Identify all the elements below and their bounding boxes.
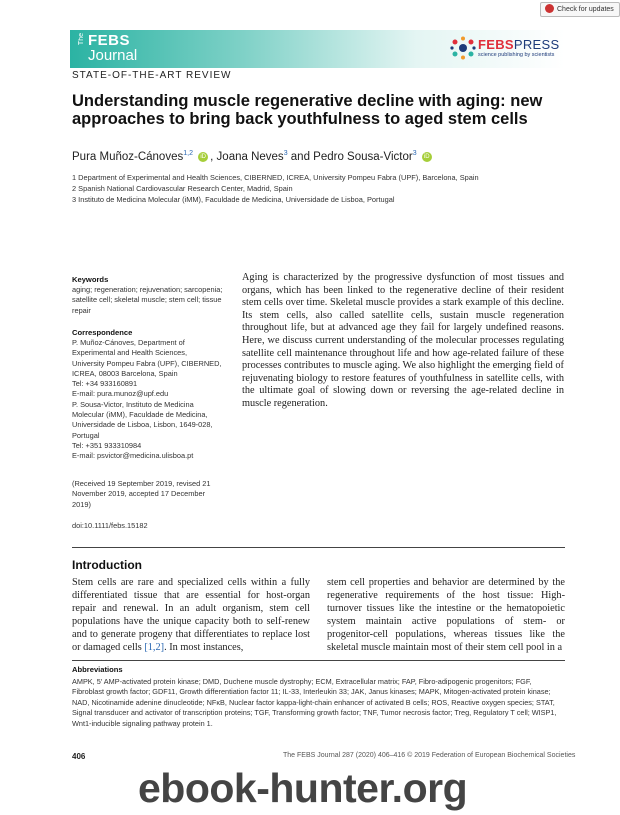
abbreviations-divider	[72, 660, 565, 661]
section-label: STATE-OF-THE-ART REVIEW	[72, 70, 232, 81]
abbreviations-text: AMPK, 5′ AMP-activated protein kinase; DMD, Duchene muscle dystrophy; ECM, Extracellular matrix; FAP, Fibro-adipogenic progenitors; FGF, Fibroblast growth factor; GDF11, Growth differentiation factor 11; IL-33, Interleukin 33; JAK, Janus kinases; MAPK, Mitogen-activated protein kinase; NAD, Nicotinamide adenine dinucleotide; NFκB, Nuclear factor kappa-light-chain enhancer of activated B cells; ROS, Reactive oxygen species; STAT, Signal transducer and activator of transcription proteins; TGF, Transforming growth factor; TNF, Tumor necrosis factor; Treg, Regulatory T cell; WISP1, Wnt1-inducible signaling pathway protein 1.	[72, 677, 557, 728]
introduction-heading: Introduction	[72, 558, 142, 572]
page-number: 406	[72, 752, 86, 761]
febs-press-logo-icon	[450, 36, 476, 60]
febs-press-tagline: science publishing by scientists	[478, 52, 555, 58]
watermark: ebook-hunter.org	[138, 765, 468, 811]
author-list: Pura Muñoz-Cánoves$^{1,2}$ iD , Joana Neves$^3$ and Pedro Sousa-Victor$^3$ iD	[72, 150, 434, 163]
orcid-icon[interactable]: iD	[422, 152, 432, 162]
affiliation: 2 Spanish National Cardiovascular Research Center, Madrid, Spain	[72, 184, 293, 193]
journal-footer: The FEBS Journal 287 (2020) 406–416 © 2019 Federation of European Biochemical Societies	[283, 752, 576, 759]
intro-column-right: stem cell properties and behavior are determined by the regenerative requirements of the host tissue: High-turnover tissues like the intestine or the hematopoietic system maintain active populations of stem- or progenitor-cell populations, whereas tissues like the skeletal muscle maintain most of their stem cell pool in a	[327, 577, 565, 653]
citation-link[interactable]: [1,2]	[144, 641, 165, 653]
journal-logo-febs: FEBS	[88, 32, 131, 49]
doi-link[interactable]: doi:10.1111/febs.15182	[72, 521, 148, 530]
journal-logo-journal: Journal	[88, 47, 138, 64]
correspondence-heading: Correspondence	[72, 328, 133, 337]
keywords-text: aging; regeneration; rejuvenation; sarcopenia; satellite cell; skeletal muscle; stem cell; tissue repair	[72, 285, 223, 315]
affiliation: 1 Department of Experimental and Health Sciences, CIBERNED, ICREA, University Pompeu Fabra (UPF), Barcelona, Spain	[72, 173, 479, 182]
febs-press-title: FEBSPRESS	[478, 37, 560, 52]
intro-column-left: Stem cells are rare and specialized cells within a fully differentiated tissue that are essential for host-organ repair and renewal. In an adult organism, stem cell populations have the unique capacity both to self-renew and to generate progeny that differentiates to replace lost or damaged cells [1,2]. In most instances,	[72, 577, 310, 653]
keywords-heading: Keywords	[72, 275, 109, 284]
received-dates: (Received 19 September 2019, revised 21 November 2019, accepted 17 December 2019)	[72, 479, 211, 509]
article-title: Understanding muscle regenerative decline with aging: new approaches to bring back youthfulness to aged stem cells	[72, 92, 543, 128]
orcid-icon[interactable]: iD	[198, 152, 208, 162]
correspondence-block: P. Muñoz-Cánoves, Department of Experimental and Health Sciences, University Pompeu Fabra (UPF), CIBERNED, ICREA, 08003 Barcelona, Spain Tel: +34 933160891 E-mail: pura.munoz@upf.edu P. Sousa-Victor, Instituto de Medicina Molecular (iMM), Faculdade de Medicina, Universidade de Lisboa, Lisbon, 1649-028, Portugal Tel: +351 933310984 E-mail: psvictor@medicina.ulisboa.pt	[72, 338, 222, 461]
abbreviations-heading: Abbreviations	[72, 665, 123, 674]
abstract-text: Aging is characterized by the progressive dysfunction of most tissues and organs, which has been linked to the regenerative decline of their resident stem cells over time. Skeletal muscle provides a stark example of this decline. Its stem cells, also called satellite cells, sustain muscle regeneration throughout life, but at advanced age they fail for largely undefined reasons. Here, we discuss current understanding of the molecular processes regulating satellite cell maintenance throughout life and how age-related failure of these processes contributes to muscle aging. We also highlight the emerging field of rejuvenating biology to restore features of youthfulness in satellite cells, with the ultimate goal of slowing down or reversing the age-related decline in muscle regeneration.	[242, 272, 564, 409]
check-updates-icon	[545, 4, 554, 13]
check-for-updates-button[interactable]: Check for updates	[540, 2, 620, 17]
section-divider	[72, 547, 565, 548]
journal-logo-the: The	[78, 33, 85, 46]
affiliation: 3 Instituto de Medicina Molecular (iMM), Faculdade de Medicina, Universidade de Lisboa, Portugal	[72, 195, 395, 204]
